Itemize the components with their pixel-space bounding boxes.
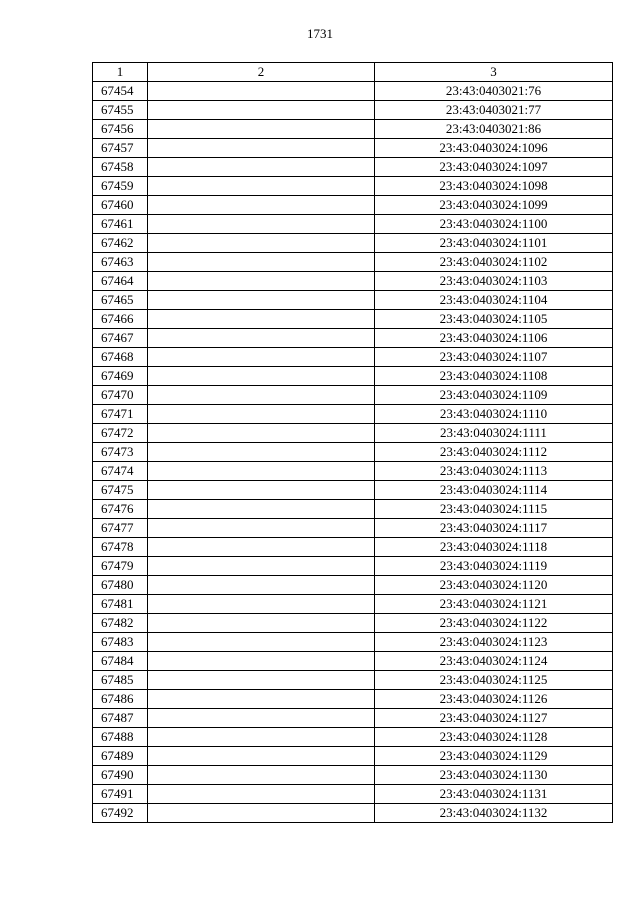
empty-cell <box>148 557 375 576</box>
table-header <box>93 63 613 82</box>
cadastral-number-cell: 23:43:0403024:1124 <box>375 652 613 671</box>
table-row <box>93 367 613 386</box>
cadastral-number-cell: 23:43:0403024:1113 <box>375 462 613 481</box>
cadastral-number-cell: 23:43:0403021:86 <box>375 120 613 139</box>
table-row <box>93 329 613 348</box>
cadastral-number-cell: 23:43:0403024:1104 <box>375 291 613 310</box>
cadastral-number-cell: 23:43:0403024:1117 <box>375 519 613 538</box>
table-row <box>93 462 613 481</box>
row-number-cell: 67471 <box>93 405 148 424</box>
empty-cell <box>148 804 375 823</box>
table-row <box>93 766 613 785</box>
cadastral-number-cell: 23:43:0403024:1126 <box>375 690 613 709</box>
row-number-cell: 67488 <box>93 728 148 747</box>
registry-table <box>92 62 613 823</box>
empty-cell <box>148 462 375 481</box>
row-number-cell: 67491 <box>93 785 148 804</box>
table-row <box>93 652 613 671</box>
table-row <box>93 557 613 576</box>
empty-cell <box>148 310 375 329</box>
empty-cell <box>148 481 375 500</box>
cadastral-number-cell: 23:43:0403024:1128 <box>375 728 613 747</box>
table-row <box>93 196 613 215</box>
empty-cell <box>148 367 375 386</box>
empty-cell <box>148 500 375 519</box>
row-number-cell: 67455 <box>93 101 148 120</box>
empty-cell <box>148 291 375 310</box>
row-number-cell: 67476 <box>93 500 148 519</box>
row-number-cell: 67470 <box>93 386 148 405</box>
empty-cell <box>148 158 375 177</box>
row-number-cell: 67475 <box>93 481 148 500</box>
row-number-cell: 67481 <box>93 595 148 614</box>
row-number-cell: 67474 <box>93 462 148 481</box>
table-row <box>93 443 613 462</box>
empty-cell <box>148 196 375 215</box>
row-number-cell: 67478 <box>93 538 148 557</box>
table-row <box>93 709 613 728</box>
column-header-2: 2 <box>148 63 375 82</box>
cadastral-number-cell: 23:43:0403024:1120 <box>375 576 613 595</box>
empty-cell <box>148 215 375 234</box>
cadastral-number-cell: 23:43:0403024:1119 <box>375 557 613 576</box>
table-row <box>93 82 613 101</box>
empty-cell <box>148 139 375 158</box>
table-row <box>93 614 613 633</box>
row-number-cell: 67483 <box>93 633 148 652</box>
cadastral-number-cell: 23:43:0403024:1115 <box>375 500 613 519</box>
table-row <box>93 101 613 120</box>
cadastral-number-cell: 23:43:0403024:1130 <box>375 766 613 785</box>
row-number-cell: 67482 <box>93 614 148 633</box>
cadastral-number-cell: 23:43:0403024:1101 <box>375 234 613 253</box>
empty-cell <box>148 785 375 804</box>
empty-cell <box>148 728 375 747</box>
cadastral-number-cell: 23:43:0403024:1127 <box>375 709 613 728</box>
empty-cell <box>148 329 375 348</box>
page-number: 1731 <box>307 26 333 41</box>
empty-cell <box>148 671 375 690</box>
table-row <box>93 177 613 196</box>
empty-cell <box>148 709 375 728</box>
empty-cell <box>148 253 375 272</box>
empty-cell <box>148 386 375 405</box>
cadastral-number-cell: 23:43:0403024:1123 <box>375 633 613 652</box>
column-header-3: 3 <box>375 63 613 82</box>
row-number-cell: 67466 <box>93 310 148 329</box>
cadastral-number-cell: 23:43:0403024:1112 <box>375 443 613 462</box>
table-row <box>93 405 613 424</box>
table-row <box>93 386 613 405</box>
row-number-cell: 67456 <box>93 120 148 139</box>
table-row <box>93 348 613 367</box>
empty-cell <box>148 405 375 424</box>
cadastral-number-cell: 23:43:0403024:1125 <box>375 671 613 690</box>
row-number-cell: 67459 <box>93 177 148 196</box>
row-number-cell: 67480 <box>93 576 148 595</box>
cadastral-number-cell: 23:43:0403024:1106 <box>375 329 613 348</box>
table-row <box>93 291 613 310</box>
cadastral-number-cell: 23:43:0403024:1096 <box>375 139 613 158</box>
row-number-cell: 67468 <box>93 348 148 367</box>
row-number-cell: 67477 <box>93 519 148 538</box>
table-row <box>93 671 613 690</box>
row-number-cell: 67464 <box>93 272 148 291</box>
table-row <box>93 500 613 519</box>
row-number-cell: 67460 <box>93 196 148 215</box>
table-row <box>93 804 613 823</box>
empty-cell <box>148 595 375 614</box>
table-row <box>93 272 613 291</box>
table-row <box>93 424 613 443</box>
row-number-cell: 67462 <box>93 234 148 253</box>
table-row <box>93 785 613 804</box>
empty-cell <box>148 177 375 196</box>
empty-cell <box>148 348 375 367</box>
row-number-cell: 67469 <box>93 367 148 386</box>
table-row <box>93 253 613 272</box>
cadastral-number-cell: 23:43:0403024:1108 <box>375 367 613 386</box>
row-number-cell: 67465 <box>93 291 148 310</box>
empty-cell <box>148 234 375 253</box>
table-row <box>93 633 613 652</box>
empty-cell <box>148 690 375 709</box>
cadastral-number-cell: 23:43:0403024:1114 <box>375 481 613 500</box>
table-row <box>93 120 613 139</box>
cadastral-number-cell: 23:43:0403024:1118 <box>375 538 613 557</box>
cadastral-number-cell: 23:43:0403024:1103 <box>375 272 613 291</box>
cadastral-number-cell: 23:43:0403024:1105 <box>375 310 613 329</box>
empty-cell <box>148 652 375 671</box>
cadastral-number-cell: 23:43:0403024:1098 <box>375 177 613 196</box>
table-row <box>93 538 613 557</box>
table-row <box>93 481 613 500</box>
column-header-1: 1 <box>93 63 148 82</box>
cadastral-number-cell: 23:43:0403024:1129 <box>375 747 613 766</box>
cadastral-number-cell: 23:43:0403024:1102 <box>375 253 613 272</box>
cadastral-number-cell: 23:43:0403024:1111 <box>375 424 613 443</box>
row-number-cell: 67485 <box>93 671 148 690</box>
empty-cell <box>148 120 375 139</box>
empty-cell <box>148 538 375 557</box>
cadastral-number-cell: 23:43:0403024:1109 <box>375 386 613 405</box>
row-number-cell: 67467 <box>93 329 148 348</box>
table-row <box>93 215 613 234</box>
table-row <box>93 310 613 329</box>
table-row <box>93 139 613 158</box>
table-row <box>93 728 613 747</box>
empty-cell <box>148 519 375 538</box>
cadastral-number-cell: 23:43:0403021:77 <box>375 101 613 120</box>
row-number-cell: 67463 <box>93 253 148 272</box>
table-row <box>93 690 613 709</box>
table-row <box>93 747 613 766</box>
row-number-cell: 67479 <box>93 557 148 576</box>
row-number-cell: 67454 <box>93 82 148 101</box>
table-row <box>93 234 613 253</box>
empty-cell <box>148 424 375 443</box>
cadastral-number-cell: 23:43:0403024:1099 <box>375 196 613 215</box>
table-row <box>93 576 613 595</box>
empty-cell <box>148 576 375 595</box>
cadastral-number-cell: 23:43:0403024:1110 <box>375 405 613 424</box>
row-number-cell: 67461 <box>93 215 148 234</box>
table-body <box>93 82 613 823</box>
row-number-cell: 67473 <box>93 443 148 462</box>
row-number-cell: 67458 <box>93 158 148 177</box>
row-number-cell: 67484 <box>93 652 148 671</box>
empty-cell <box>148 614 375 633</box>
cadastral-number-cell: 23:43:0403024:1100 <box>375 215 613 234</box>
table-row <box>93 519 613 538</box>
empty-cell <box>148 82 375 101</box>
empty-cell <box>148 766 375 785</box>
row-number-cell: 67472 <box>93 424 148 443</box>
cadastral-number-cell: 23:43:0403024:1131 <box>375 785 613 804</box>
row-number-cell: 67490 <box>93 766 148 785</box>
row-number-cell: 67487 <box>93 709 148 728</box>
cadastral-number-cell: 23:43:0403024:1097 <box>375 158 613 177</box>
row-number-cell: 67457 <box>93 139 148 158</box>
cadastral-number-cell: 23:43:0403024:1107 <box>375 348 613 367</box>
cadastral-number-cell: 23:43:0403024:1122 <box>375 614 613 633</box>
empty-cell <box>148 272 375 291</box>
empty-cell <box>148 747 375 766</box>
table-row <box>93 595 613 614</box>
empty-cell <box>148 633 375 652</box>
row-number-cell: 67489 <box>93 747 148 766</box>
row-number-cell: 67486 <box>93 690 148 709</box>
cadastral-number-cell: 23:43:0403024:1132 <box>375 804 613 823</box>
cadastral-number-cell: 23:43:0403021:76 <box>375 82 613 101</box>
cadastral-number-cell: 23:43:0403024:1121 <box>375 595 613 614</box>
empty-cell <box>148 443 375 462</box>
row-number-cell: 67492 <box>93 804 148 823</box>
header-row <box>93 63 613 82</box>
empty-cell <box>148 101 375 120</box>
table-row <box>93 158 613 177</box>
